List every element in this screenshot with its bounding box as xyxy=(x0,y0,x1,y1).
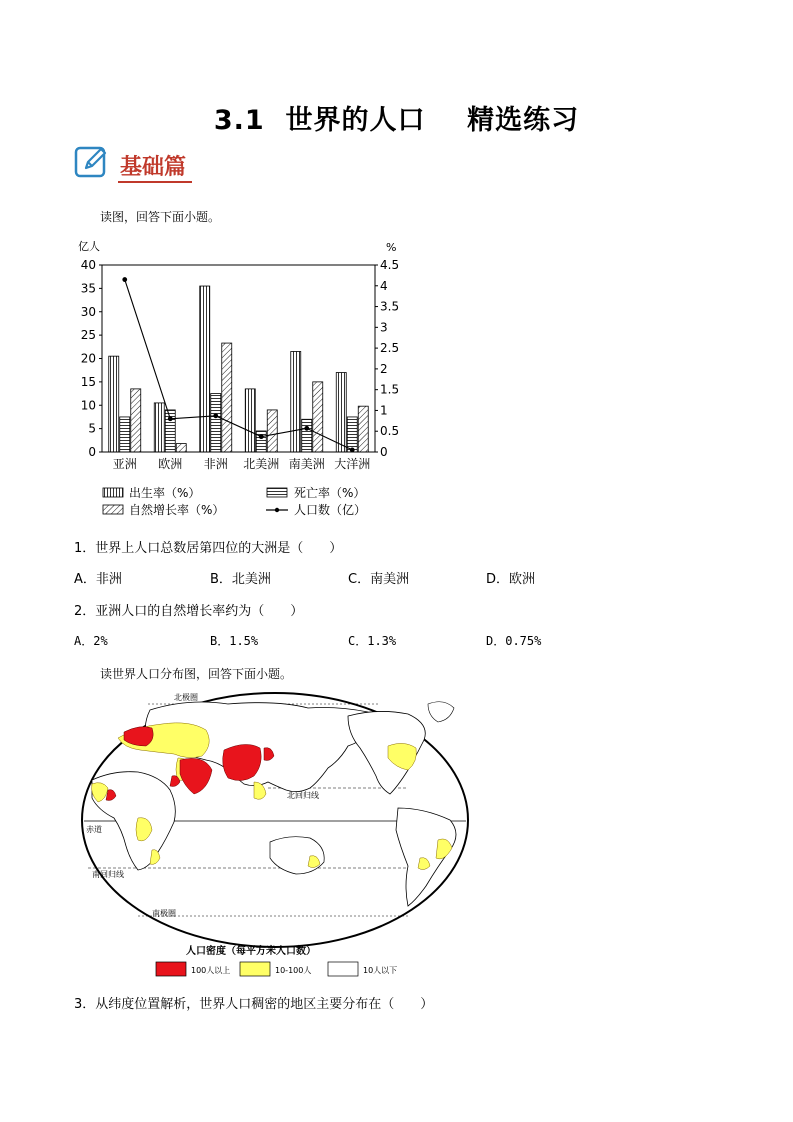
q1-option-c[interactable]: C．南美洲 xyxy=(348,572,410,587)
legend-swatch-high xyxy=(156,962,186,976)
question-3: 3．从纬度位置解析，世界人口稠密的地区主要分布在（ ） xyxy=(74,997,434,1012)
q2-option-a[interactable]: A．2% xyxy=(74,634,108,648)
right-tick-label: 4.5 xyxy=(380,258,400,272)
label-north-polar: 北极圈 xyxy=(174,693,198,702)
bar-birth-rate xyxy=(154,403,164,452)
population-point xyxy=(168,416,173,421)
q1-option-a[interactable]: A．非洲 xyxy=(74,572,122,587)
right-tick-label: 2.5 xyxy=(380,341,400,356)
q2-option-c[interactable]: C．1.3% xyxy=(348,634,397,648)
greenland-landmass xyxy=(428,702,454,722)
population-point xyxy=(350,448,355,453)
chart-intro: 读图，回答下面小题。 xyxy=(100,210,221,224)
bar-growth-rate xyxy=(267,410,277,452)
right-tick-label: 0.5 xyxy=(380,424,400,439)
label-tropic-capricorn: 南回归线 xyxy=(92,870,124,879)
legend-label-medium: 10-100人 xyxy=(275,966,312,975)
bar-birth-rate xyxy=(200,286,210,452)
bar-growth-rate xyxy=(222,343,232,452)
legend-label-low: 10人以下 xyxy=(363,966,398,975)
legend-label-birth: 出生率（%） xyxy=(129,486,201,500)
left-tick-label: 35 xyxy=(80,281,96,296)
left-tick-label: 20 xyxy=(80,351,96,366)
legend-label-high: 100人以上 xyxy=(191,966,231,975)
right-tick-label: 1.5 xyxy=(380,382,400,397)
bar-growth-rate xyxy=(313,382,323,452)
legend-swatch-death xyxy=(267,488,287,497)
map-legend-title: 人口密度（每平方米人口数） xyxy=(186,946,316,957)
pencil-edit-icon xyxy=(74,144,110,180)
population-point xyxy=(122,277,127,282)
q2-option-b[interactable]: B．1.5% xyxy=(210,634,259,648)
q2-option-d[interactable]: D．0.75% xyxy=(486,634,542,648)
population-point xyxy=(213,413,218,418)
right-tick-label: 3.5 xyxy=(380,299,400,314)
left-tick-label: 40 xyxy=(80,258,96,272)
bar-birth-rate xyxy=(336,373,346,452)
legend-label-growth: 自然增长率（%） xyxy=(129,503,225,517)
page-title: 3.1 世界的人口 精选练习 xyxy=(213,105,580,136)
plot-frame xyxy=(102,265,375,452)
world-population-map xyxy=(78,690,473,985)
bar-death-rate xyxy=(165,410,175,452)
bar-death-rate xyxy=(211,394,221,452)
left-tick-label: 25 xyxy=(80,328,96,343)
section-label: 基础篇 xyxy=(120,154,187,180)
right-tick-label: 4 xyxy=(380,278,388,293)
bar-death-rate xyxy=(302,419,312,452)
label-equator: 赤道 xyxy=(86,825,102,834)
right-tick-label: 3 xyxy=(380,320,388,335)
legend-label-population: 人口数（亿） xyxy=(294,503,367,517)
map-intro: 读世界人口分布图，回答下面小题。 xyxy=(100,667,293,681)
right-axis-unit: % xyxy=(386,241,397,254)
bar-birth-rate xyxy=(291,351,301,452)
q1-option-b[interactable]: B．北美洲 xyxy=(210,572,271,587)
population-point xyxy=(259,434,264,439)
bar-growth-rate xyxy=(131,389,141,452)
x-tick-label: 非洲 xyxy=(203,457,228,471)
label-tropic-cancer: 北回归线 xyxy=(287,791,319,800)
legend-label-death: 死亡率（%） xyxy=(294,486,366,500)
left-tick-label: 0 xyxy=(88,445,96,459)
legend-swatch-growth xyxy=(103,505,123,514)
right-tick-label: 0 xyxy=(380,445,388,459)
legend-swatch-birth xyxy=(103,488,123,497)
left-tick-label: 5 xyxy=(88,421,96,436)
bar-death-rate xyxy=(347,417,357,452)
left-axis-unit: 亿人 xyxy=(78,240,100,253)
population-point xyxy=(304,426,309,431)
question-1: 1．世界上人口总数居第四位的大洲是（ ） xyxy=(74,541,343,556)
legend-swatch-low xyxy=(328,962,358,976)
bar-birth-rate xyxy=(109,356,119,452)
q1-option-d[interactable]: D．欧洲 xyxy=(486,572,536,587)
section-underline xyxy=(118,181,192,183)
bar-growth-rate xyxy=(176,444,186,452)
legend-swatch-medium xyxy=(240,962,270,976)
question-2: 2．亚洲人口的自然增长率约为（ ） xyxy=(74,604,304,619)
left-tick-label: 15 xyxy=(80,374,96,389)
left-tick-label: 30 xyxy=(80,304,96,319)
x-tick-label: 亚洲 xyxy=(112,457,137,471)
x-tick-label: 欧洲 xyxy=(158,457,183,471)
bar-growth-rate xyxy=(358,406,368,452)
x-tick-label: 大洋洲 xyxy=(334,457,371,471)
bar-death-rate xyxy=(120,417,130,452)
bar-death-rate xyxy=(256,431,266,452)
x-tick-label: 南美洲 xyxy=(288,457,325,471)
label-south-polar: 南极圈 xyxy=(152,909,176,918)
x-tick-label: 北美洲 xyxy=(243,457,280,471)
bar-birth-rate xyxy=(245,389,255,452)
left-tick-label: 10 xyxy=(80,398,96,413)
right-tick-label: 1 xyxy=(380,403,388,418)
population-chart xyxy=(70,238,400,523)
right-tick-label: 2 xyxy=(380,361,388,376)
